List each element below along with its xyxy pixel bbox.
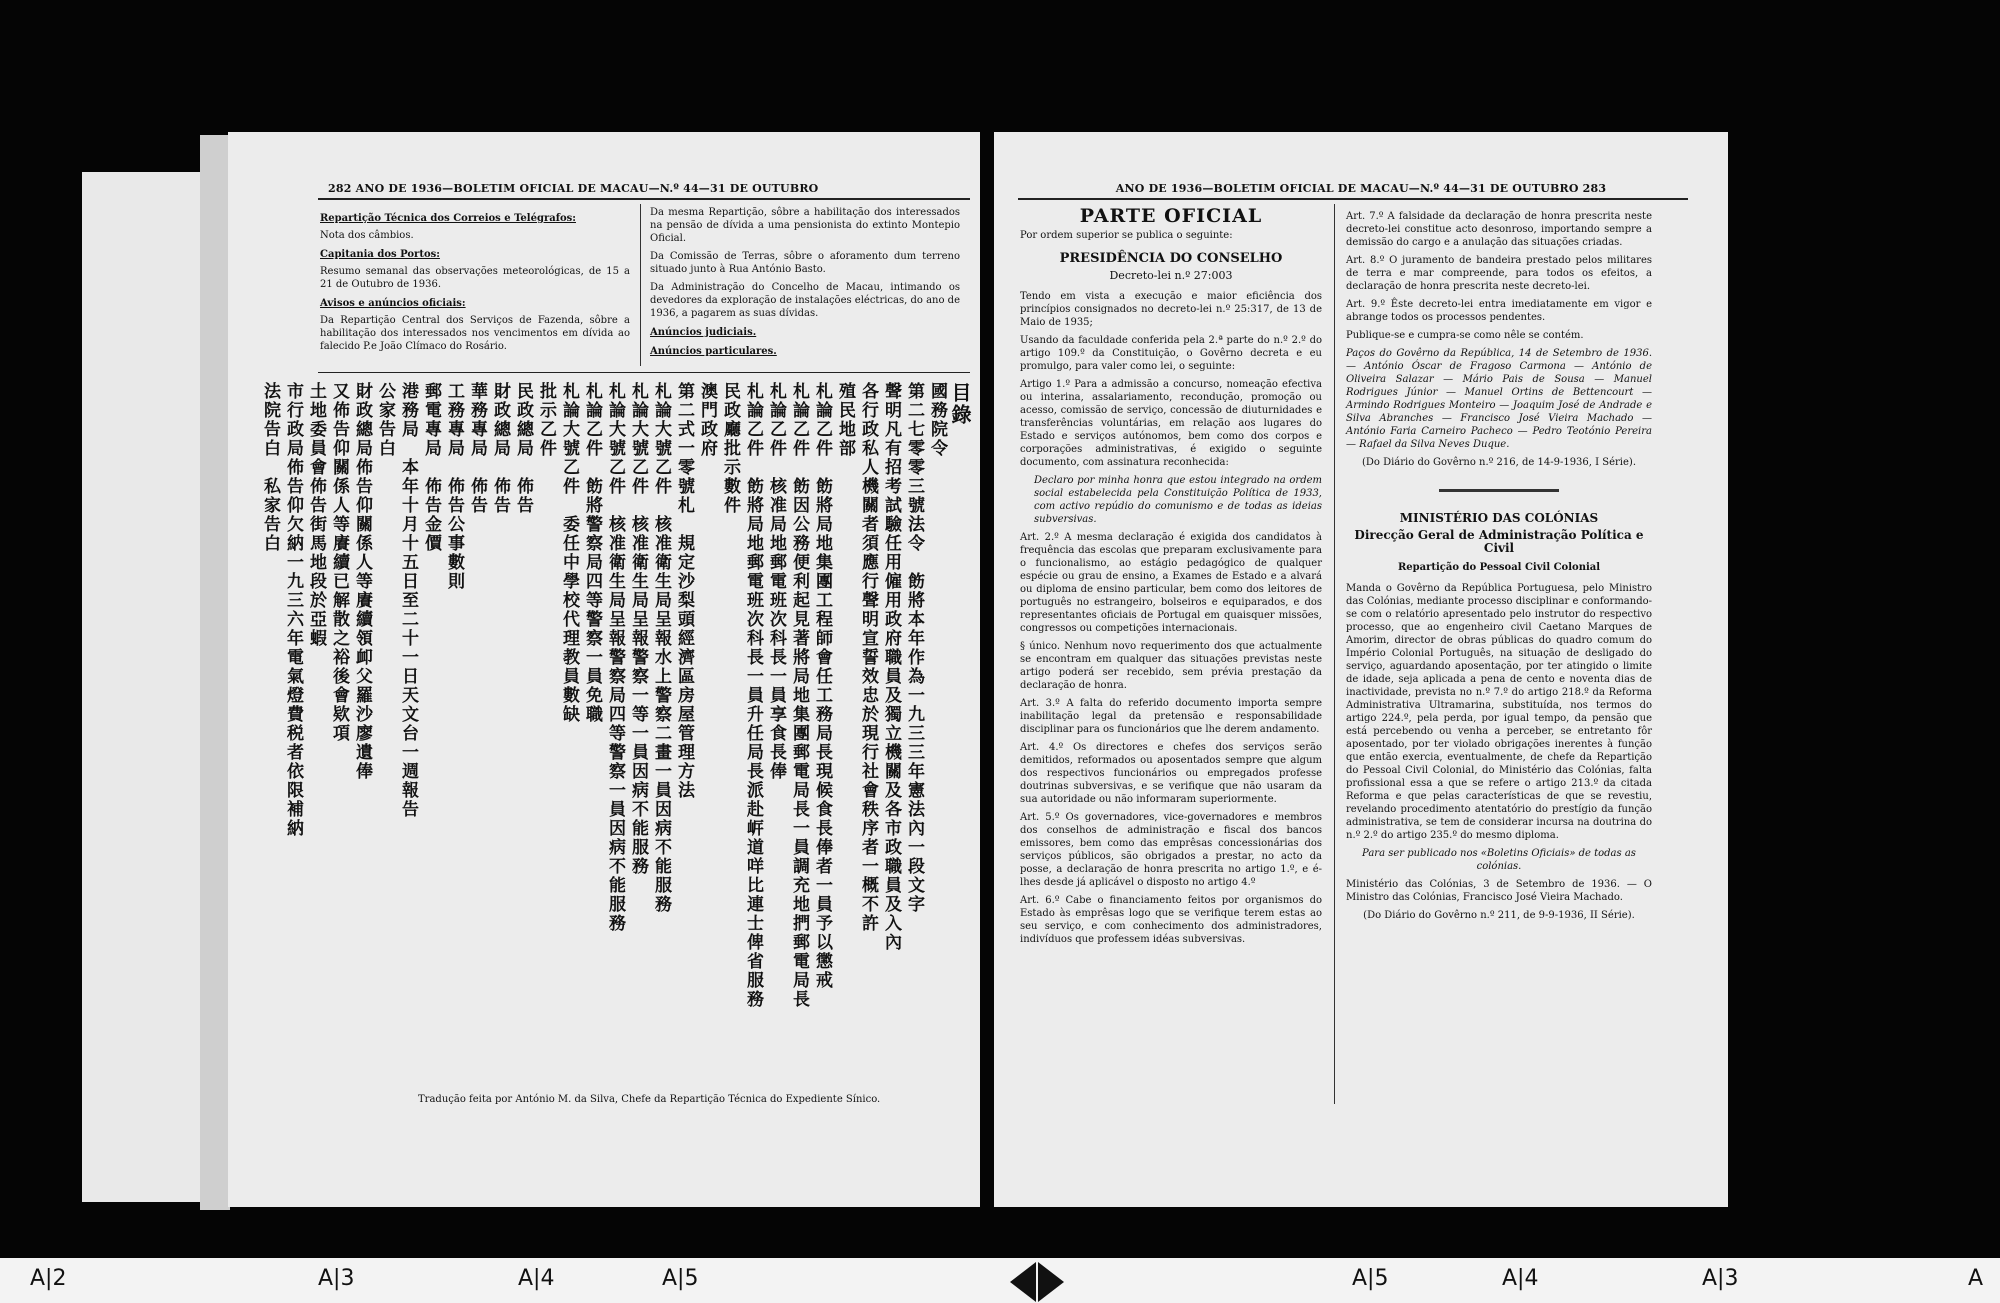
chinese-line: 國務院令 (927, 382, 947, 458)
chinese-line: 又佈告仰關係人等賡續已解散之裕後會欵項 (329, 382, 349, 743)
chinese-line: 各行政私人機關者須應行聲明宣誓效忠於現行社會秩序者一概不許 (858, 382, 878, 933)
chinese-contents (257, 382, 972, 1009)
film-strip (0, 1258, 2000, 1303)
article-1: Artigo 1.º Para a admissão a concurso, nomeação efectiva ou interina, assalariamento, recondução, promoção ou acesso, comissão de serviço, concessão de diuturnidades e transferências voluntárias, em relação aos lugares do Estado e serviços autónomos, bem como dos corpos e corporações administrativas, é exigido o seguinte documento, com assinatura reconhecida: (1020, 379, 1322, 468)
section-heading: Capitania dos Portos: (320, 249, 440, 260)
chinese-line: 札論乙件 飭將局地郵電班次科長一員升任局長派赴㟁道咩比連士俾省服務 (743, 382, 763, 1009)
chinese-rows (259, 382, 947, 1009)
chinese-line: 華務專局 佈告 (467, 382, 487, 515)
column-divider (1334, 204, 1335, 1104)
article-5: Art. 5.º Os governadores, vice-governadores e membros dos conselhos de administração e fiscal dos bancos emissores, bem como das emprêsas concessionárias dos serviços públicos, são obrigados a prestar, no acto da posse, a declaração de honra prescrita no artigo 1.º, e é-lhes desde já aplicável o disposto no artigo 4.º (1020, 812, 1322, 888)
chinese-line: 札論大號乙件 委任中學校代理教員數缺 (559, 382, 579, 724)
chinese-line: 札論大號乙件 核准衛生局呈報警察一等一員因病不能服務 (628, 382, 648, 876)
decree-number: Decreto-lei n.º 27:003 (1109, 269, 1233, 282)
contents-rule (318, 372, 970, 373)
chinese-line: 札論乙件 飭將局地集團工程師會任工務局長現候食長俸者一員予以懲戒 (812, 382, 832, 990)
chinese-line: 法院告白 私家告白 (260, 382, 280, 553)
section-heading: Avisos e anúncios oficiais: (320, 298, 466, 309)
section-heading: Anúncios particulares. (650, 346, 777, 357)
signatures: Paços do Govêrno da República, 14 de Setembro de 1936. — António Óscar de Fragoso Carmona — António de Oliveira Salazar — Mário Pais de Sousa — Manuel Rodrigues Júnior — Manuel Ortins de Bettencourt — Armindo Rodrigues Monteiro — Joaquim José de Andrade e Silva Abranches — Francisco José Vieira Machado — António Faria Carneiro Pacheco — Pedro Teotónio Pereira — Rafael da Silva Neves Duque. (1346, 348, 1652, 450)
publish-line: Publique-se e cumpra-se como nêle se contém. (1346, 330, 1584, 341)
chinese-line: 札論乙件 飭將警察局四等警察一員免職 (582, 382, 602, 724)
chinese-line: 批示乙件 (536, 382, 556, 458)
arrow-left-icon (1010, 1262, 1036, 1302)
article-3: Art. 3.º A falta do referido documento importa sempre inabilitação legal da pretensão e responsabilidade disciplinar para os funcionários que lhe derem andamento. (1020, 698, 1322, 735)
chinese-line: 澳門政府 (697, 382, 717, 458)
ministry-title: PRESIDÊNCIA DO CONSELHO (1059, 251, 1283, 266)
chinese-line: 札論大號乙件 核准衛生局呈報警察局四等警察一員因病不能服務 (605, 382, 625, 933)
chinese-line: 第二七零零三號法令 飭將本年作為一九三三年憲法內一段文字 (904, 382, 924, 914)
separator (1439, 489, 1559, 492)
paragraph: Tendo em vista a execução e maior eficiência dos princípios consignados no decreto-lei n.º 25:317, de 13 de Maio de 1935; (1020, 291, 1322, 328)
article-6: Art. 6.º Cabe o financiamento feitos por organismos do Estado às emprêsas logo que se verifique terem estas ao seu serviço, e com conhecimento dos administradores, indivíduos que professem idéas subversivas. (1020, 895, 1322, 945)
header-rule (1018, 198, 1688, 200)
chinese-line: 公家告白 (375, 382, 395, 458)
article-2: Art. 2.º A mesma declaração é exigida dos candidatos à frequência das escolas que preparam exclusivamente para o funcionalismo, ao estágio pedagógico de qualquer espécie ou grau de ensino, a Exames de Estado e a alvará ou diploma de ensino particular, bem como dos leitores de português no estrangeiro, bolseiros e equiparados, e dos representantes oficiais de Portugal em quaisquer missões, congressos ou competições internacionais. (1020, 532, 1322, 634)
left-page (228, 132, 980, 1207)
page-shadow (200, 135, 230, 1210)
chinese-line: 殖民地部 (835, 382, 855, 458)
contents-column-2 (650, 206, 960, 362)
chinese-line: 港務局 本年十月十五日至二十一日天文台一週報告 (398, 382, 418, 819)
paragraph: Usando da faculdade conferida pela 2.ª parte do n.º 2.º do artigo 109.º da Constituição, o Govêrno decreta e eu promulgo, para valer como lei, o seguinte: (1020, 335, 1322, 372)
article-4: Art. 4.º Os directores e chefes dos serviços serão demitidos, reformados ou aposentados sempre que algum dos respectivos funcionários ou empregados professe doutrinas subversivas, e se verifique que não usaram da sua autoridade ou não informaram superiormente. (1020, 742, 1322, 805)
article-8: Art. 8.º O juramento de bandeira prestado pelos militares de terra e mar compreende, para todos os efeitos, a declaração de honra prescrita neste decreto-lei. (1346, 255, 1652, 292)
translator-note: Tradução feita por António M. da Silva, Chefe da Repartição Técnica do Expediente Sínico. (418, 1094, 881, 1105)
film-mark: A|2 (30, 1266, 67, 1291)
left-running-head: 282 ANO DE 1936—BOLETIM OFICIAL DE MACAU—N.º 44—31 DE OUTUBRO (328, 182, 819, 195)
ministry-title: MINISTÉRIO DAS COLÓNIAS (1399, 511, 1599, 525)
section-text: Da Comissão de Terras, sôbre o aforamento dum terreno situado junto à Rua António Basto. (650, 251, 960, 275)
section-text: Da mesma Repartição, sôbre a habilitação dos interessados na pensão de dívida a uma pensionista do extinto Montepio Oficial. (650, 207, 960, 244)
arrow-right-icon (1038, 1262, 1064, 1302)
direction-title: Direcção Geral de Administração Política e Civil (1354, 528, 1644, 555)
section-text: Resumo semanal das observações meteorológicas, de 15 a 21 de Outubro de 1936. (320, 266, 630, 290)
source-citation: (Do Diário do Govêrno n.º 211, de 9-9-1936, II Série). (1363, 910, 1635, 921)
article-9: Art. 9.º Êste decreto-lei entra imediatamente em vigor e abrange todos os processos pendentes. (1346, 299, 1652, 323)
decree-column-2 (1346, 210, 1652, 927)
section-heading: Anúncios judiciais. (650, 327, 757, 338)
section-text: Da Repartição Central dos Serviços de Fazenda, sôbre a habilitação dos interessados nos vencimentos em dívida ao falecido P.e João Clímaco do Rosário. (320, 315, 630, 352)
article-2-unico: § único. Nenhum novo requerimento dos que actualmente se encontram em qualquer das situações previstas neste artigo poderá ser recebido, sem prévia prestação da declaração de honra. (1020, 641, 1322, 691)
right-running-head: ANO DE 1936—BOLETIM OFICIAL DE MACAU—N.º 44—31 DE OUTUBRO 283 (1115, 182, 1607, 195)
chinese-line: 札論大號乙件 核准衛生局呈報水上警察二畫一員因病不能服務 (651, 382, 671, 914)
chinese-line: 工務專局 佈告公事數則 (444, 382, 464, 591)
header-rule (318, 198, 970, 200)
film-mark: A|4 (1502, 1266, 1539, 1291)
honor-declaration: Declaro por minha honra que estou integrado na ordem social estabelecida pela Constituição Política de 1933, com activo repúdio do comunismo e de todas as ideias subversivas. (1034, 475, 1322, 525)
film-mark: A|4 (518, 1266, 555, 1291)
chinese-line: 土地委員會佈告街馬地段於亞蝦 (306, 382, 326, 648)
department-title: Repartição do Pessoal Civil Colonial (1397, 562, 1601, 573)
chinese-line: 札論乙件 飭因公務便利起見著將局地集團郵電局長一員調充地捫郵電局長 (789, 382, 809, 1009)
chinese-title: 目錄 (948, 382, 972, 426)
film-mark: A (1968, 1266, 1984, 1291)
right-page (994, 132, 1728, 1207)
chinese-line: 聲明凡有招考試驗任用僱用政府職員及獨立機關及各市政職員及入內 (881, 382, 901, 952)
paragraph: Manda o Govêrno da República Portuguesa, pelo Ministro das Colónias, mediante processo disciplinar e conformando-se com o relatório apresentado pelo instrutor do respectivo processo, que ao engenheiro civil Caetano Marques de Amorim, director de obras públicas do quadro comum do Império Colonial Português, na situação de desligado do serviço, aguardando aposentação, por ter atingido o limite de idade, seja aplicada a pena de cento e noventa dias de inactividade, prevista no n.º 7.º do artigo 218.º da Reforma Administrativa Ultramarina, substituída, nos termos do artigo 224.º, pela perda, por igual tempo, da pensão que está percebendo ou venha a perceber, se entretanto fôr aposentado, por ter violado obrigações inerentes à função que então exercia, eventualmente, de chefe da Repartição do Pessoal Civil Colonial, do Ministério das Colónias, falta profissional essa a que se refere o artigo 213.º da citada Reforma e que pelas características de que se revestiu, revelando procedimento atentatório do prestígio da função administrativa, se tem de considerar incursa na doutrina do n.º 2.º do artigo 235.º do mesmo diploma. (1346, 583, 1652, 841)
section-heading: Repartição Técnica dos Correios e Telégrafos: (320, 213, 576, 224)
chinese-line: 第二式一零號札 規定沙梨頭經濟區房屋管理方法 (674, 382, 694, 800)
intro-line: Por ordem superior se publica o seguinte: (1020, 230, 1233, 241)
chinese-line: 郵電專局 佈告金價 (421, 382, 441, 553)
publish-note: Para ser publicado nos «Boletins Oficiais» de todas as colónias. (1362, 848, 1636, 872)
film-mark: A|3 (318, 1266, 355, 1291)
film-mark: A|3 (1702, 1266, 1739, 1291)
decree-column (1020, 205, 1322, 951)
section-text: Nota dos câmbios. (320, 230, 414, 241)
article-7: Art. 7.º A falsidade da declaração de honra prescrita neste decreto-lei constitue acto desonroso, importando sempre a demissão do cargo e a anulação das situações criadas. (1346, 211, 1652, 248)
adjacent-page-edge (82, 172, 200, 1202)
contents-column-1 (320, 206, 630, 358)
chinese-line: 財政總局 佈告 (490, 382, 510, 515)
section-text: Da Administração do Concelho de Macau, intimando os devedores da exploração de instalações eléctricas, do ano de 1936, a pagarem as suas dívidas. (650, 282, 961, 319)
section-title: PARTE OFICIAL (1079, 205, 1263, 227)
chinese-line: 札論乙件 核准局地郵電班次科長一員享食長俸 (766, 382, 786, 781)
column-divider (640, 204, 641, 366)
source-citation: (Do Diário do Govêrno n.º 216, de 14-9-1936, I Série). (1361, 457, 1637, 468)
chinese-line: 財政總局佈告仰關係人等賡續領卹父羅沙廖遺俸 (352, 382, 372, 781)
film-mark: A|5 (1352, 1266, 1389, 1291)
chinese-line: 市行政局佈告仰欠納一九三六年電氣燈費税者依限補納 (283, 382, 303, 838)
film-mark: A|5 (662, 1266, 699, 1291)
chinese-line: 民政廳批示數件 (720, 382, 740, 515)
date-line: Ministério das Colónias, 3 de Setembro de 1936. — O Ministro das Colónias, Francisco José Vieira Machado. (1346, 879, 1652, 903)
chinese-line: 民政總局 佈告 (513, 382, 533, 515)
